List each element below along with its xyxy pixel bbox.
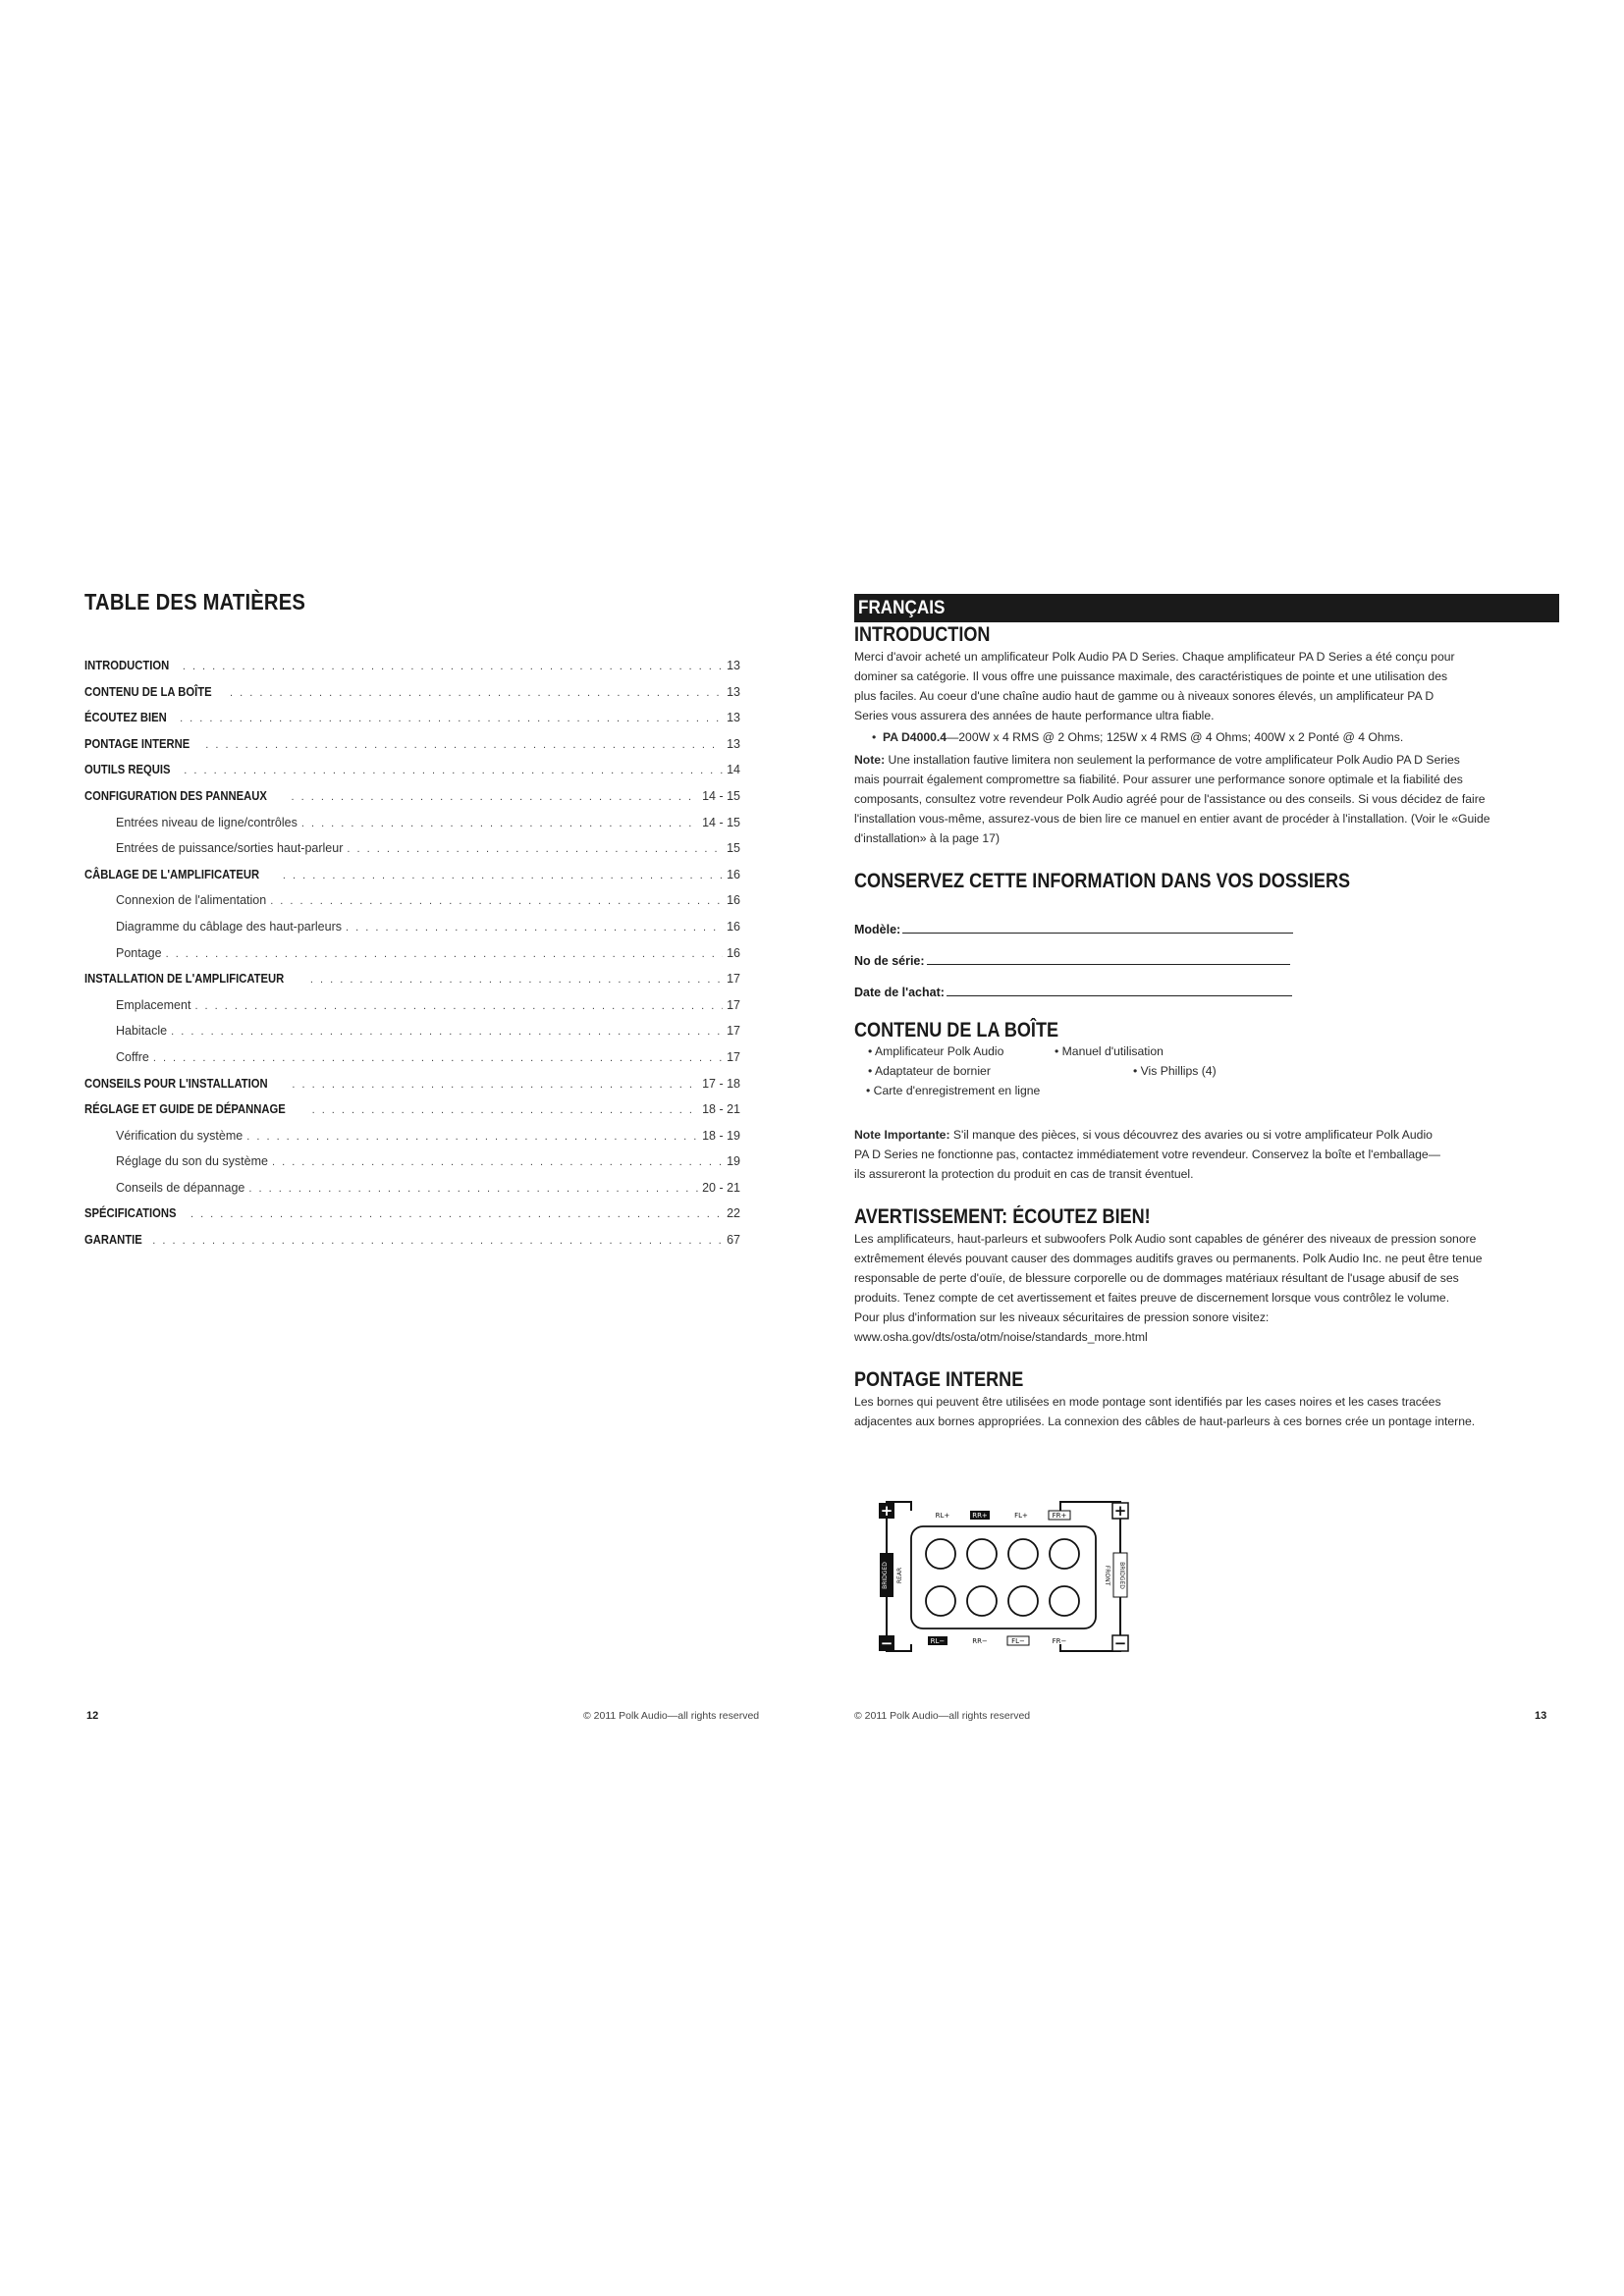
model-field-label: Modèle:: [854, 923, 901, 936]
toc-entry-page: 16: [727, 893, 740, 908]
toc-entry[interactable]: [84, 1181, 740, 1207]
model-field[interactable]: [854, 905, 1559, 936]
toc-entry[interactable]: [84, 737, 740, 764]
toc-entry-page: 14: [727, 763, 740, 777]
toc-entry-label: OUTILS REQUIS: [84, 763, 171, 777]
copyright-left: © 2011 Polk Audio—all rights reserved: [583, 1710, 760, 1722]
right-page: [854, 594, 1559, 1431]
note-line: Une installation fautive limitera non seulement la performance de votre amplificateur Polk Audio PA D Series: [885, 753, 1460, 767]
important-note: [854, 1125, 1559, 1184]
terminal-label-rr-minus: RR−: [972, 1637, 988, 1645]
toc-entry-page: 13: [727, 711, 740, 725]
toc-entry-page: 18 - 19: [702, 1128, 740, 1143]
toc-leader-dots: [246, 1131, 698, 1143]
terminal-hole: [1008, 1539, 1038, 1569]
toc-leader-dots: [171, 1026, 723, 1038]
toc-leader-dots: [346, 922, 723, 934]
toc-leader-dots: [180, 713, 723, 724]
box-contents-list: [854, 1044, 1559, 1103]
note-line: l'installation vous-même, assurez-vous de bien lire ce manuel en entier avant de procéder à l'installation. (Voir le «Guide: [854, 812, 1490, 826]
toc-entry-label: Entrées niveau de ligne/contrôles: [116, 815, 298, 829]
toc-entry[interactable]: [84, 1077, 740, 1103]
toc-entry-page: 20 - 21: [702, 1180, 740, 1195]
terminal-hole: [967, 1586, 997, 1616]
rear-label: REAR: [896, 1567, 903, 1584]
toc-leader-dots: [194, 1000, 723, 1012]
toc-entry-label: Entrées de puissance/sorties haut-parleur: [116, 841, 344, 856]
toc-entry-page: 13: [727, 684, 740, 699]
box-item: • Carte d'enregistrement en ligne: [866, 1084, 1041, 1097]
important-note-label: Note Importante:: [854, 1128, 950, 1142]
important-note-line: ils assureront la protection du produit en cas de transit éventuel.: [854, 1167, 1194, 1181]
toc-entry-label: CÂBLAGE DE L'AMPLIFICATEUR: [84, 867, 260, 881]
toc-list: [84, 659, 740, 1259]
toc-leader-dots: [310, 974, 723, 986]
toc-entry-label: Pontage: [116, 945, 162, 960]
toc-entry-page: 16: [727, 945, 740, 960]
toc-entry-page: 13: [727, 659, 740, 672]
toc-entry-label: Conseils de dépannage: [116, 1180, 245, 1195]
purchase-date-field[interactable]: [854, 968, 1559, 999]
front-label: FRONT: [1104, 1565, 1110, 1586]
toc-leader-dots: [248, 1183, 698, 1195]
intro-line: Merci d'avoir acheté un amplificateur Polk Audio PA D Series. Chaque amplificateur PA D Series a été conçu pour: [854, 650, 1455, 664]
bridge-line: adjacentes aux bornes appropriées. La connexion des câbles de haut-parleurs à ces bornes crée un pontage interne.: [854, 1415, 1476, 1428]
toc-leader-dots: [270, 895, 723, 907]
toc-entry-page: 17: [727, 1049, 740, 1064]
toc-entry[interactable]: [84, 920, 740, 946]
toc-entry-label: INTRODUCTION: [84, 659, 170, 672]
important-note-line: PA D Series ne fonctionne pas, contactez immédiatement votre revendeur. Conservez la boîte et l'emballage—: [854, 1148, 1440, 1161]
toc-entry[interactable]: [84, 946, 740, 973]
terminal-label-fr-minus: FR−: [1052, 1637, 1067, 1645]
intro-line: Series vous assurera des années de haute performance ultra fiable.: [854, 709, 1215, 722]
toc-entry-label: CONFIGURATION DES PANNEAUX: [84, 788, 267, 803]
note-line: mais pourrait également compromettre sa fiabilité. Pour assurer une performance sonore optimale et la fiabilité des: [854, 773, 1463, 786]
toc-leader-dots: [283, 870, 723, 881]
terminal-hole: [1050, 1586, 1079, 1616]
toc-entry-label: SPÉCIFICATIONS: [84, 1206, 177, 1221]
model-field-line[interactable]: [902, 932, 1293, 934]
toc-leader-dots: [292, 1079, 698, 1091]
right-bridged-label: BRIDGED: [1118, 1562, 1125, 1589]
model-name: PA D4000.4: [883, 730, 947, 744]
left-bridged-label: BRIDGED: [882, 1562, 889, 1589]
toc-entry-page: 22: [727, 1206, 740, 1221]
toc-leader-dots: [312, 1104, 699, 1116]
intro-heading: INTRODUCTION: [854, 623, 991, 646]
terminal-hole: [1050, 1539, 1079, 1569]
toc-entry-label: CONTENU DE LA BOÎTE: [84, 684, 212, 699]
terminal-label-rr-plus: RR+: [972, 1512, 988, 1520]
toc-title: TABLE DES MATIÈRES: [84, 589, 306, 614]
page-number-right: 13: [1535, 1710, 1547, 1722]
bridge-line: Les bornes qui peuvent être utilisées en mode pontage sont identifiés par les cases noires et les cases tracées: [854, 1395, 1441, 1409]
toc-leader-dots: [153, 1052, 723, 1064]
warning-heading: AVERTISSEMENT: ÉCOUTEZ BIEN!: [854, 1205, 1151, 1228]
purchase-date-line[interactable]: [947, 994, 1292, 996]
intro-line: dominer sa catégorie. Il vous offre une puissance maximale, des caractéristiques de pointe et une utilisation des: [854, 669, 1448, 683]
toc-leader-dots: [166, 948, 724, 960]
toc-entry[interactable]: [84, 816, 740, 842]
toc-entry[interactable]: [84, 893, 740, 920]
toc-entry-page: 17: [727, 972, 740, 987]
terminal-hole: [1008, 1586, 1038, 1616]
toc-leader-dots: [301, 818, 698, 829]
purchase-date-label: Date de l'achat:: [854, 986, 945, 999]
model-specs: —200W x 4 RMS @ 2 Ohms; 125W x 4 RMS @ 4 Ohms; 400W x 2 Ponté @ 4 Ohms.: [947, 730, 1404, 744]
toc-entry-label: Diagramme du câblage des haut-parleurs: [116, 919, 342, 934]
toc-entry-page: 15: [727, 841, 740, 856]
toc-entry-page: 14 - 15: [702, 815, 740, 829]
toc-entry[interactable]: [84, 685, 740, 712]
toc-entry[interactable]: [84, 1024, 740, 1050]
toc-leader-dots: [205, 739, 723, 751]
box-item: • Adaptateur de bornier: [868, 1064, 991, 1078]
warning-line: Les amplificateurs, haut-parleurs et subwoofers Polk Audio sont capables de générer des niveaux de pression sonore: [854, 1232, 1477, 1246]
warning-line: produits. Tenez compte de cet avertissement et faites preuve de discernement lorsque vous contrôlez le volume.: [854, 1291, 1450, 1305]
toc-entry[interactable]: [84, 763, 740, 789]
terminal-hole: [967, 1539, 997, 1569]
toc-entry[interactable]: [84, 998, 740, 1025]
right-plus-sign: +: [1113, 1502, 1127, 1520]
terminal-label-fl-plus: FL+: [1014, 1512, 1028, 1520]
page-number-left: 12: [86, 1710, 99, 1722]
toc-entry-label: RÉGLAGE ET GUIDE DE DÉPANNAGE: [84, 1102, 286, 1117]
toc-leader-dots: [152, 1235, 723, 1247]
toc-entry-label: Réglage du son du système: [116, 1154, 268, 1169]
terminal-label-fr-plus: FR+: [1052, 1512, 1067, 1520]
language-label: FRANÇAIS: [858, 598, 946, 618]
toc-entry[interactable]: [84, 789, 740, 816]
toc-entry-label: Connexion de l'alimentation: [116, 893, 267, 908]
terminal-label-fl-minus: FL−: [1011, 1637, 1025, 1645]
bridge-text: [854, 1392, 1559, 1431]
toc-entry-page: 16: [727, 919, 740, 934]
toc-entry-label: Emplacement: [116, 997, 191, 1012]
toc-entry[interactable]: [84, 1102, 740, 1129]
toc-entry-page: 17: [727, 997, 740, 1012]
toc-entry-page: 19: [727, 1154, 740, 1169]
right-minus-sign: −: [1113, 1634, 1127, 1652]
toc-entry[interactable]: [84, 841, 740, 868]
toc-entry[interactable]: [84, 1129, 740, 1155]
terminal-hole: [926, 1586, 955, 1616]
box-item: • Vis Phillips (4): [1133, 1064, 1217, 1078]
toc-leader-dots: [347, 843, 723, 855]
toc-leader-dots: [230, 687, 723, 699]
note-line: composants, consultez votre revendeur Polk Audio agréé pour de l'assistance ou des conseils. Si vous décidez de faire: [854, 792, 1486, 806]
serial-field[interactable]: [854, 936, 1559, 968]
terminal-label-rl-plus: RL+: [935, 1512, 950, 1520]
toc-entry-page: 14 - 15: [702, 788, 740, 803]
intro-note: [854, 750, 1546, 848]
toc-entry[interactable]: [84, 972, 740, 998]
toc-entry[interactable]: [84, 711, 740, 737]
copyright-right: © 2011 Polk Audio—all rights reserved: [854, 1710, 1031, 1722]
toc-entry-page: 16: [727, 867, 740, 881]
intro-text: [854, 647, 1542, 848]
toc-entry-label: Coffre: [116, 1049, 149, 1064]
toc-entry[interactable]: [84, 1154, 740, 1181]
toc-entry[interactable]: [84, 1050, 740, 1077]
left-plus-sign: +: [880, 1502, 893, 1520]
toc-leader-dots: [292, 791, 699, 803]
warning-line: extrêmement élevés pouvant causer des dommages auditifs graves ou permanents. Polk Audio Inc. ne peut être tenue: [854, 1252, 1483, 1265]
keep-info-heading: CONSERVEZ CETTE INFORMATION DANS VOS DOSSIERS: [854, 870, 1351, 892]
terminal-label-rl-minus: RL−: [930, 1637, 946, 1645]
toc-entry-page: 67: [727, 1233, 740, 1248]
toc-entry-label: Habitacle: [116, 1024, 168, 1039]
note-label: Note:: [854, 753, 886, 767]
terminal-hole: [926, 1539, 955, 1569]
serial-field-label: No de série:: [854, 954, 925, 968]
toc-entry-label: CONSEILS POUR L'INSTALLATION: [84, 1076, 268, 1091]
intro-line: plus faciles. Au coeur d'une chaîne audio haut de gamme ou à niveaux sonores élevés, un amplificateur PA D: [854, 689, 1435, 703]
left-minus-sign: −: [880, 1634, 893, 1652]
warning-line: Pour plus d'information sur les niveaux sécuritaires de pression sonore visitez:: [854, 1310, 1270, 1324]
box-item: • Amplificateur Polk Audio: [868, 1044, 1004, 1058]
warning-line: responsable de perte d'ouïe, de blessure corporelle ou de dommages matériaux résultant de l'usage abusif de ses: [854, 1271, 1459, 1285]
warning-text: [854, 1229, 1559, 1347]
table-of-contents: [84, 589, 740, 1259]
toc-entry-label: INSTALLATION DE L'AMPLIFICATEUR: [84, 972, 285, 987]
osha-link[interactable]: www.osha.gov/dts/osta/otm/noise/standards_more.html: [854, 1330, 1148, 1344]
box-item: • Manuel d'utilisation: [1055, 1044, 1164, 1058]
toc-entry-label: Vérification du système: [116, 1128, 244, 1143]
toc-entry-page: 18 - 21: [702, 1102, 740, 1117]
box-contents-heading: CONTENU DE LA BOÎTE: [854, 1019, 1059, 1041]
toc-entry-label: PONTAGE INTERNE: [84, 736, 190, 751]
toc-entry-label: GARANTIE: [84, 1233, 142, 1248]
toc-entry[interactable]: [84, 659, 740, 685]
toc-leader-dots: [272, 1156, 723, 1168]
toc-entry-page: 13: [727, 736, 740, 751]
important-note-line: S'il manque des pièces, si vous découvrez des avaries ou si votre amplificateur Polk Audio: [949, 1128, 1433, 1142]
serial-field-line[interactable]: [927, 963, 1290, 965]
toc-leader-dots: [190, 1208, 723, 1220]
toc-leader-dots: [183, 661, 723, 672]
model-bullet: • PA D4000.4—200W x 4 RMS @ 2 Ohms; 125W x 4 RMS @ 4 Ohms; 400W x 2 Ponté @ 4 Ohms.: [872, 730, 1404, 744]
toc-entry[interactable]: [84, 1206, 740, 1233]
toc-entry-label: ÉCOUTEZ BIEN: [84, 711, 167, 725]
bridging-diagram: [872, 1499, 1135, 1654]
note-line: d'installation» à la page 17): [854, 831, 1001, 845]
language-bar: [854, 594, 1559, 622]
toc-entry-page: 17: [727, 1024, 740, 1039]
bridge-heading: PONTAGE INTERNE: [854, 1368, 1024, 1391]
toc-leader-dots: [184, 765, 723, 776]
toc-entry[interactable]: [84, 1233, 740, 1259]
toc-entry[interactable]: [84, 868, 740, 894]
toc-entry-page: 17 - 18: [702, 1076, 740, 1091]
